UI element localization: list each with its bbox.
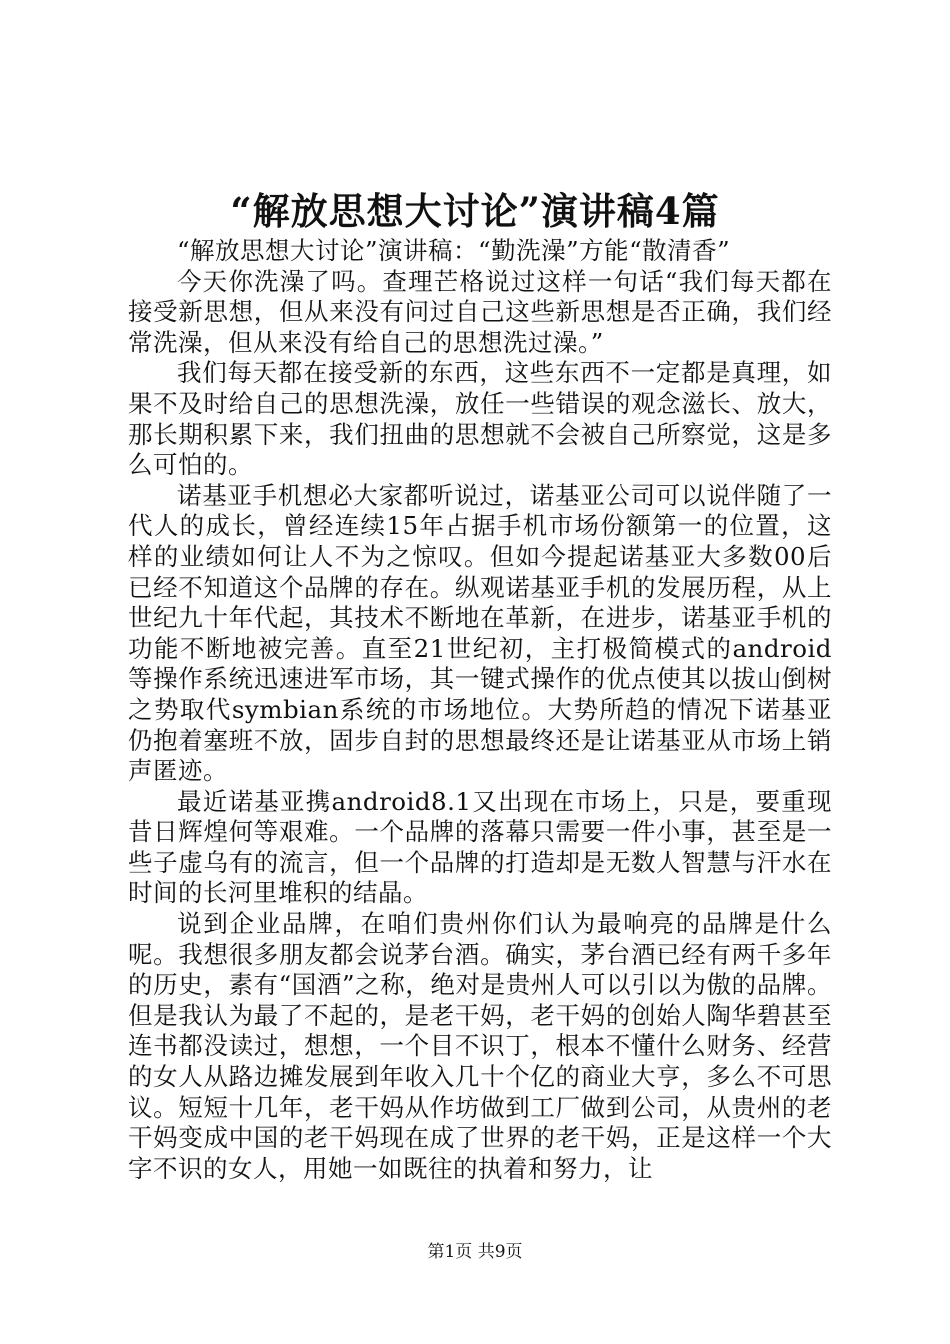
body-paragraph: 最近诺基亚携android8.1又出现在市场上，只是，要重现昔日辉煌何等艰难。一个品牌的落幕只需要一件小事，甚至是一些子虚乌有的流言，但一个品牌的打造却是无数人智慧与汗水在时间的长河里堆积的结晶。 bbox=[128, 786, 832, 908]
document-title: “解放思想大讨论”演讲稿4篇 bbox=[230, 189, 720, 233]
body-paragraph: 我们每天都在接受新的东西，这些东西不一定都是真理，如果不及时给自己的思想洗澡，放任一些错误的观念滋长、放大，那长期积累下来，我们扭曲的思想就不会被自己所察觉，这是多么可怕的。 bbox=[128, 358, 832, 480]
page-number-footer: 第1页 共9页 bbox=[427, 1242, 523, 1262]
body-paragraph: 今天你洗澡了吗。查理芒格说过这样一句话“我们每天都在接受新思想，但从来没有问过自己这些新思想是否正确，我们经常洗澡，但从来没有给自己的思想洗过澡。” bbox=[128, 266, 832, 357]
body-paragraph: 说到企业品牌，在咱们贵州你们认为最响亮的品牌是什么呢。我想很多朋友都会说茅台酒。确实，茅台酒已经有两千多年的历史，素有“国酒”之称，绝对是贵州人可以引以为傲的品牌。但是我认为最了不起的，是老干妈，老干妈的创始人陶华碧甚至连书都没读过，想想，一个目不识丁，根本不懂什么财务、经营的女人从路边摊发展到年收入几十个亿的商业大亨，多么不可思议。短短十几年，老干妈从作坊做到工厂做到公司，从贵州的老干妈变成中国的老干妈现在成了世界的老干妈，正是这样一个大字不识的女人，用她一如既往的执着和努力，让 bbox=[128, 909, 832, 1183]
document-body bbox=[128, 236, 832, 1184]
subtitle-paragraph: “解放思想大讨论”演讲稿：“勤洗澡”方能“散清香” bbox=[177, 236, 731, 265]
body-paragraph: 诺基亚手机想必大家都听说过，诺基亚公司可以说伴随了一代人的成长，曾经连续15年占据手机市场份额第一的位置，这样的业绩如何让人不为之惊叹。但如今提起诺基亚大多数00后已经不知道这个品牌的存在。纵观诺基亚手机的发展历程，从上世纪九十年代起，其技术不断地在革新，在进步，诺基亚手机的功能不断地被完善。直至21世纪初，主打极简模式的android等操作系统迅速进军市场，其一键式操作的优点使其以拔山倒树之势取代symbian系统的市场地位。大势所趋的情况下诺基亚仍抱着塞班不放，固步自封的思想最终还是让诺基亚从市场上销声匿迹。 bbox=[128, 480, 832, 786]
